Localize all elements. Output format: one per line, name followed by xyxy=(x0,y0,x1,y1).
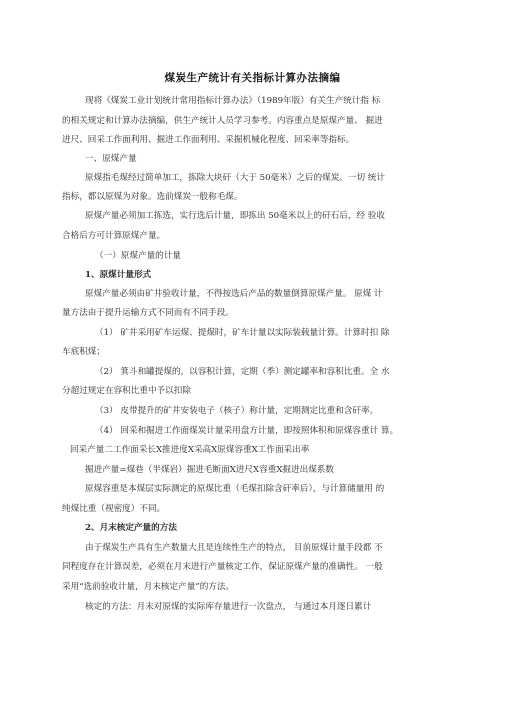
formula-line: 回采产量二工作面采长X推进度X采高X原煤容重X工作面采出率 xyxy=(70,445,310,455)
document-title: 煤炭生产统计有关指标计算办法摘编 xyxy=(164,72,341,84)
paragraph-line: 原煤产量必须由矿井验收计量，不得按选后产品的数量倒算原煤产量。 原煤 计 xyxy=(85,289,383,299)
paragraph-line: 分超过规定在容积比重中予以扣除 xyxy=(62,386,191,396)
paragraph-line: 现将《煤炭工业计划统计常用指标计算办法》（1989年版）有关生产统计指 标 xyxy=(85,96,381,106)
paragraph-line: 进尺、回采工作面利用、掘进工作面利用、采掘机械化程度、回采率等指标。 xyxy=(62,135,355,145)
paragraph-line: 同程度存在计算误差，必须在月末进行产量核定工作，保证原煤产量的准确性。 一般 xyxy=(62,562,383,572)
paragraph-line: 原煤容重是本煤层实际测定的原煤比重（毛煤扣除含矸率后），与计算储量用 的 xyxy=(85,484,385,494)
list-item: （1） 矿井采用矿车运煤、提煤时，矿车计量以实际装载量计算。计算时扣 除 xyxy=(95,328,390,338)
paragraph-line: 指标，都以原煤为对象。选前煤炭一般称毛煤。 xyxy=(62,192,243,202)
paragraph-line: 核定的方法：月末对原煤的实际库存量进行一次盘点， 与通过本月逐日累计 xyxy=(85,602,372,612)
subsection-heading: 2、月末核定产量的方法 xyxy=(85,523,177,533)
paragraph-line: 原煤指毛煤经过简单加工，拣除大块矸（大于 50毫米）之后的煤炭。一切 统计 xyxy=(85,173,385,183)
paragraph-line: 纯煤比重（视密度）不同。 xyxy=(62,504,166,514)
subsection-heading: 1、原煤计量形式 xyxy=(85,270,152,280)
paragraph-line: 采用“选前验收计量，月末核定产量”的方法。 xyxy=(62,582,235,592)
paragraph-line: 原煤产量必须加工拣选，实行选后计量，即拣出 50毫米以上的矸石后，经 验收 xyxy=(85,211,385,221)
section-heading: 一、原煤产量 xyxy=(85,154,137,164)
list-item: （4） 回采和掘进工作面煤炭计量采用盘方计量，即按照体积和原煤容重计 算。 xyxy=(95,426,399,436)
paragraph-line: 由于煤炭生产具有生产数量大且是连续性生产的特点， 目前原煤计量手段都 不 xyxy=(85,543,383,553)
paragraph-line: 车底积煤； xyxy=(62,347,105,357)
paragraph-line: 合格后方可计算原煤产量。 xyxy=(62,231,166,241)
formula-line: 掘进产量=煤巷（半煤岩）掘进毛断面X进尺X容重X掘进出煤系数 xyxy=(85,465,334,475)
paragraph-line: 量方法由于提升运输方式不同而有不同手段。 xyxy=(62,308,234,318)
paragraph-line: 的相关规定和计算办法摘编，供生产统计人员学习参考。内容重点是原煤产量、 掘进 xyxy=(62,116,383,126)
list-item: （3） 皮带提升的矿井安装电子（核子）称计量，定期测定比重和含矸率。 xyxy=(95,406,379,416)
subsection-heading: （一）原煤产量的计量 xyxy=(95,251,181,261)
list-item: （2） 箕斗和罐提煤的，以容积计算，定期（季）测定罐率和容积比重。全 水 xyxy=(95,367,390,377)
